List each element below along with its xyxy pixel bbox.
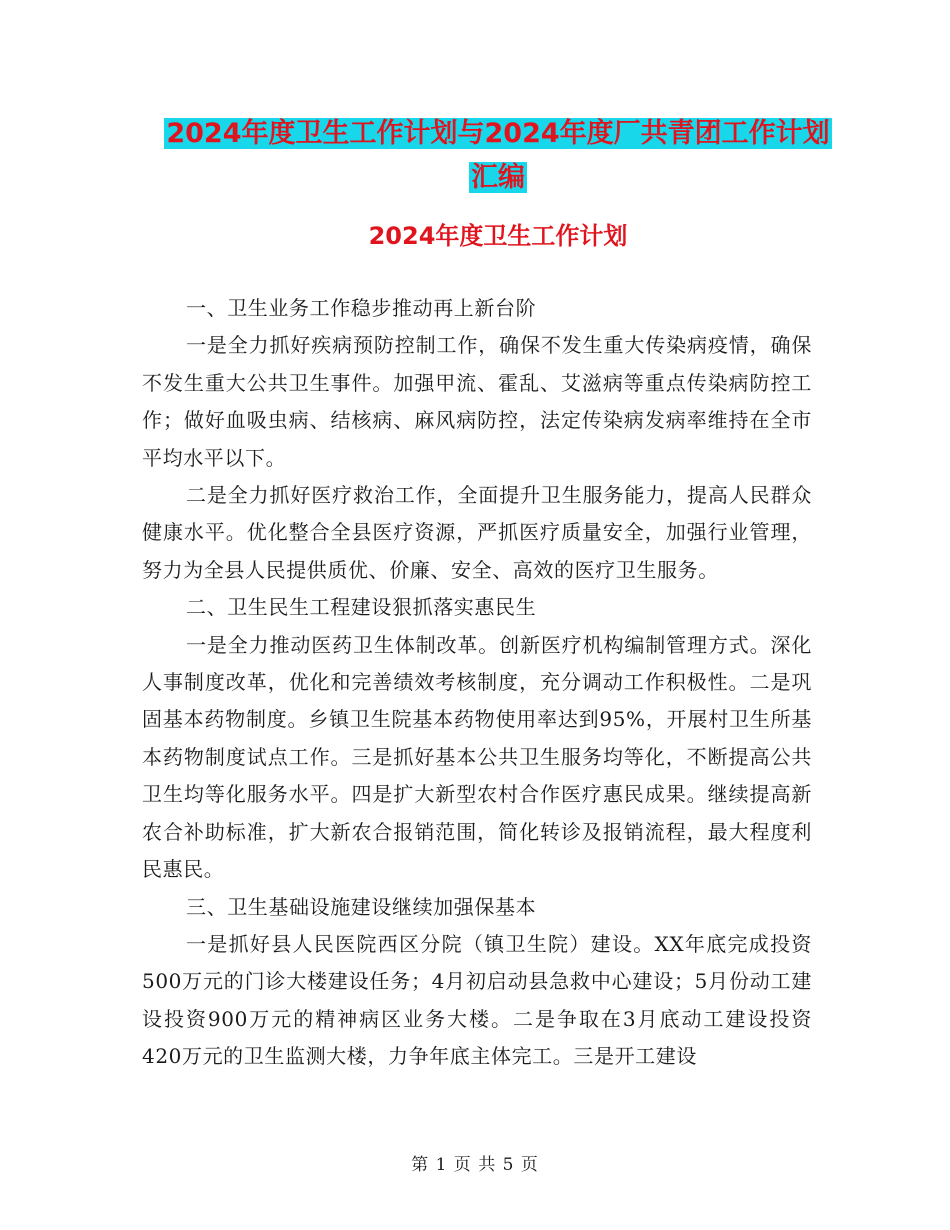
document-title [140, 112, 856, 200]
paragraph: 一是全力抓好疾病预防控制工作，确保不发生重大传染病疫情，确保不发生重大公共卫生事件。加强甲流、霍乱、艾滋病等重点传染病防控工作；做好血吸虫病、结核病、麻风病防控，法定传染病发病率维持在全市平均水平以下。 [142, 333, 812, 470]
title-line-2: 汇编 [471, 162, 525, 193]
heading-3: 三、卫生基础设施建设继续加强保基本 [186, 894, 537, 919]
document-body [142, 290, 812, 1076]
paragraph: 二是全力抓好医疗救治工作，全面提升卫生服务能力，提高人民群众健康水平。优化整合全县医疗资源，严抓医疗质量安全，加强行业管理，努力为全县人民提供质优、价廉、安全、高效的医疗卫生服务。 [142, 483, 812, 582]
heading-2: 二、卫生民生工程建设狠抓落实惠民生 [186, 595, 537, 620]
page-footer: 第 1 页 共 5 页 [411, 1155, 539, 1175]
paragraph: 一是全力推动医药卫生体制改革。创新医疗机构编制管理方式。深化人事制度改革，优化和完善绩效考核制度，充分调动工作积极性。二是巩固基本药物制度。乡镇卫生院基本药物使用率达到95%，开展村卫生所基本药物制度试点工作。三是抓好基本公共卫生服务均等化，不断提高公共卫生均等化服务水平。四是扩大新型农村合作医疗惠民成果。继续提高新农合补助标准，扩大新农合报销范围，简化转诊及报销流程，最大程度利民惠民。 [142, 632, 812, 882]
title-line-1: 2024年度卫生工作计划与2024年度厂共青团工作计划 [166, 118, 830, 149]
heading-1: 一、卫生业务工作稳步推动再上新台阶 [186, 296, 537, 320]
paragraph: 一是抓好县人民医院西区分院（镇卫生院）建设。XX年底完成投资500万元的门诊大楼建设任务；4月初启动县急救中心建设；5月份动工建设投资900万元的精神病区业务大楼。二是争取在3月底动工建设投资420万元的卫生监测大楼，力争年底主体完工。三是开工建设 [142, 931, 812, 1069]
section-title: 2024年度卫生工作计划 [368, 222, 628, 250]
